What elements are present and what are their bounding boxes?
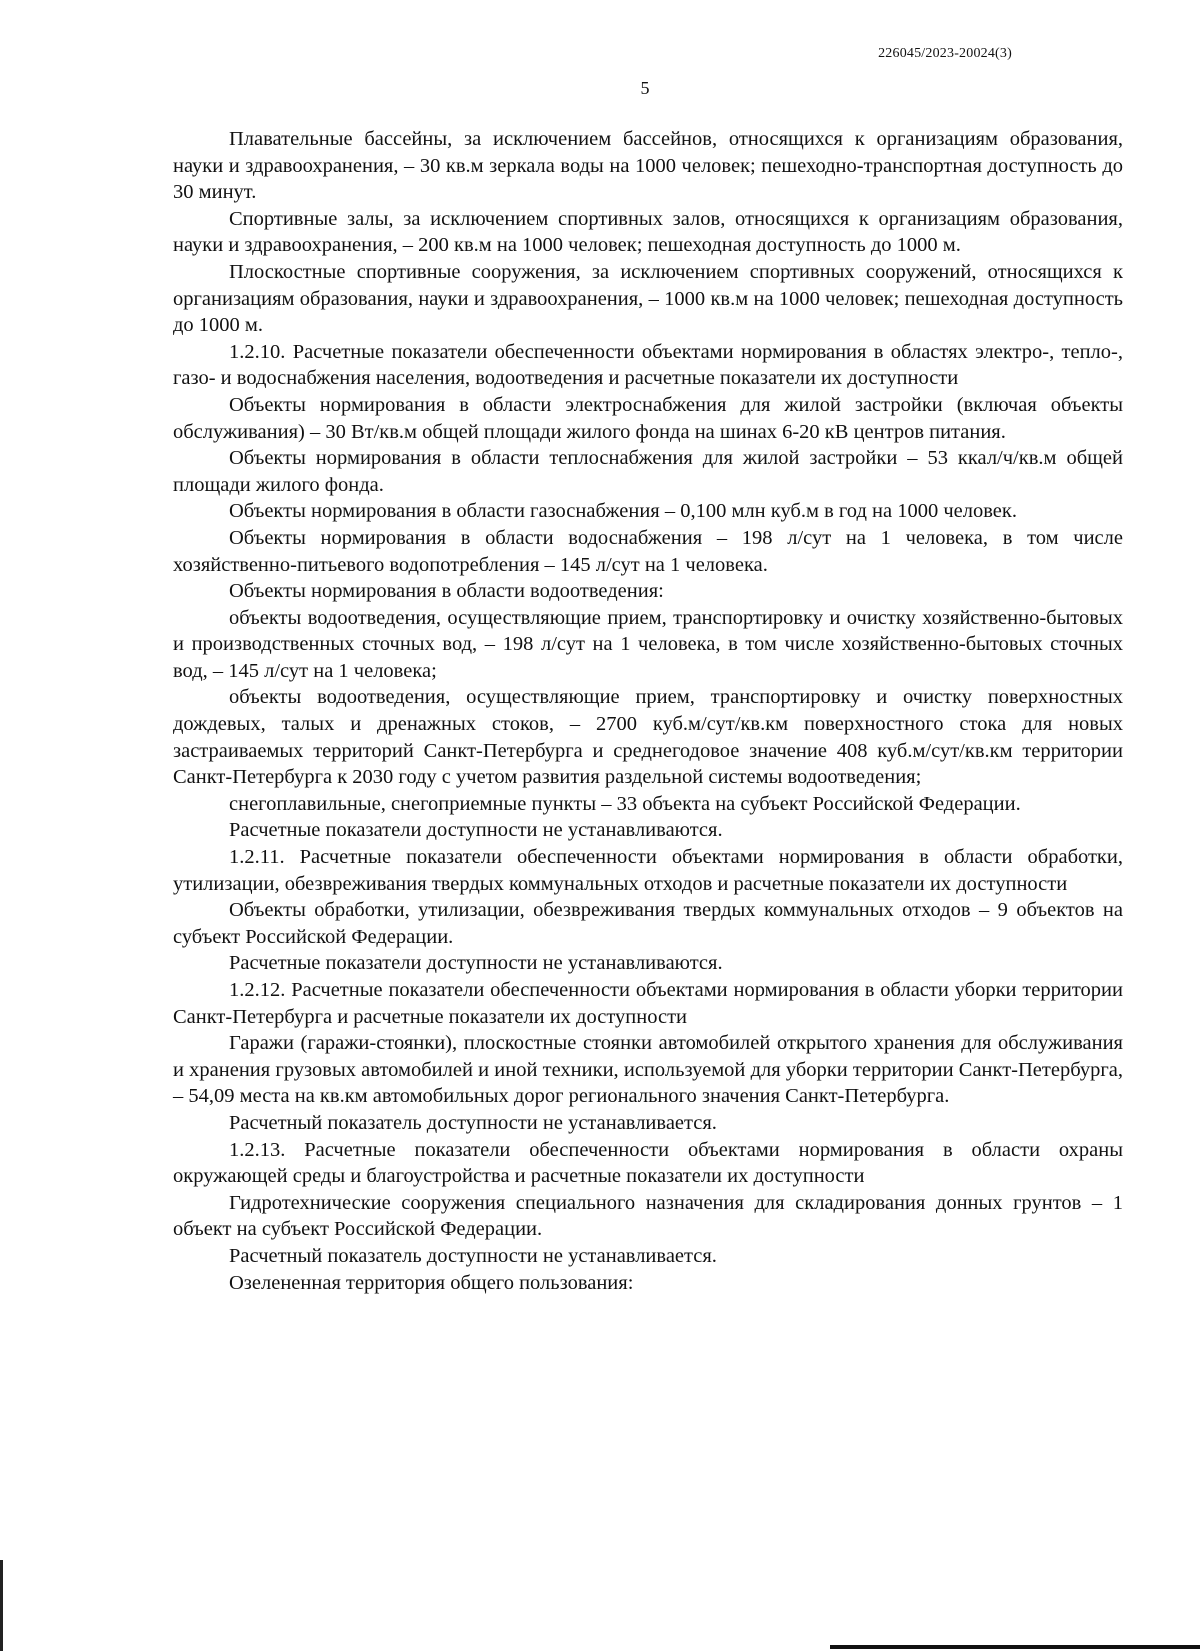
paragraph: Расчетные показатели доступности не устанавливаются.	[229, 819, 723, 842]
paragraph: Объекты нормирования в области водоотведения:	[229, 580, 664, 603]
paragraph: объекты водоотведения, осуществляющие прием, транспортировку и очистку поверхностных дождевых, талых и дренажных стоков, – 2700 куб.м/сут/кв.км поверхностного стока для новых застраиваемых территорий Санкт-Петербурга и среднегодовое значение 408 куб.м/сут/кв.км территории Санкт-Петербурга к 2030 году с учетом развития раздельной системы водоотведения;	[173, 686, 1123, 789]
section-heading: 1.2.10. Расчетные показатели обеспеченности объектами нормирования в областях электро-, тепло-, газо- и водоснабжения населения, водоотведения и расчетные показатели их доступности	[173, 340, 1123, 390]
paragraph: Объекты нормирования в области теплоснабжения для жилой застройки – 53 ккал/ч/кв.м общей площади жилого фонда.	[173, 447, 1123, 496]
page-number: 5	[640, 78, 650, 98]
paragraph: Плавательные бассейны, за исключением бассейнов, относящихся к организациям образования, науки и здравоохранения, – 30 кв.м зеркала воды на 1000 человек; пешеходно-транспортная доступность до 30 минут.	[173, 128, 1123, 204]
scan-bottom-bar	[830, 1645, 1200, 1649]
paragraph: Объекты нормирования в области газоснабжения – 0,100 млн куб.м в год на 1000 человек.	[229, 500, 1017, 523]
paragraph: Объекты нормирования в области водоснабжения – 198 л/сут на 1 человека, в том числе хозяйственно-питьевого водопотребления – 145 л/сут на 1 человека.	[173, 526, 1123, 576]
document-body	[173, 126, 1123, 1296]
paragraph: Гидротехнические сооружения специального назначения для складирования донных грунтов – 1 объект на субъект Российской Федерации.	[173, 1191, 1123, 1241]
section-heading: 1.2.13. Расчетные показатели обеспеченности объектами нормирования в области охраны окружающей среды и благоустройства и расчетные показатели их доступности	[173, 1138, 1123, 1188]
paragraph: Плоскостные спортивные сооружения, за исключением спортивных сооружений, относящихся к организациям образования, науки и здравоохранения, – 1000 кв.м на 1000 человек; пешеходная доступность до 1000 м.	[173, 260, 1123, 337]
paragraph: Расчетные показатели доступности не устанавливаются.	[229, 952, 723, 975]
section-heading: 1.2.12. Расчетные показатели обеспеченности объектами нормирования в области уборки территории Санкт-Петербурга и расчетные показатели их доступности	[173, 979, 1123, 1028]
paragraph: Объекты нормирования в области электроснабжения для жилой застройки (включая объекты обслуживания) – 30 Вт/кв.м общей площади жилого фонда на шинах 6-20 кВ центров питания.	[173, 393, 1123, 443]
paragraph: Объекты обработки, утилизации, обезвреживания твердых коммунальных отходов – 9 объектов на субъект Российской Федерации.	[173, 899, 1123, 948]
paragraph: Спортивные залы, за исключением спортивных залов, относящихся к организациям образования, науки и здравоохранения, – 200 кв.м на 1000 человек; пешеходная доступность до 1000 м.	[173, 207, 1123, 257]
paragraph: Гаражи (гаражи-стоянки), плоскостные стоянки автомобилей открытого хранения для обслуживания и хранения грузовых автомобилей и иной техники, используемой для уборки территории Санкт-Петербурга, – 54,09 места на кв.км автомобильных дорог регионального значения Санкт-Петербурга.	[173, 1032, 1123, 1108]
scan-edge-mark	[0, 1560, 3, 1651]
paragraph: объекты водоотведения, осуществляющие прием, транспортировку и очистку хозяйственно-бытовых и производственных сточных вод, – 198 л/сут на 1 человека, в том числе хозяйственно-бытовых сточных вод, – 145 л/сут на 1 человека;	[173, 606, 1123, 682]
paragraph: Озелененная территория общего пользования:	[229, 1271, 634, 1294]
document-number: 226045/2023-20024(3)	[878, 46, 1012, 61]
paragraph: Расчетный показатель доступности не устанавливается.	[229, 1244, 717, 1267]
paragraph: снегоплавильные, снегоприемные пункты – 33 объекта на субъект Российской Федерации.	[229, 792, 1021, 815]
section-heading: 1.2.11. Расчетные показатели обеспеченности объектами нормирования в области обработки, утилизации, обезвреживания твердых коммунальных отходов и расчетные показатели их доступности	[173, 846, 1123, 895]
paragraph: Расчетный показатель доступности не устанавливается.	[229, 1111, 717, 1134]
